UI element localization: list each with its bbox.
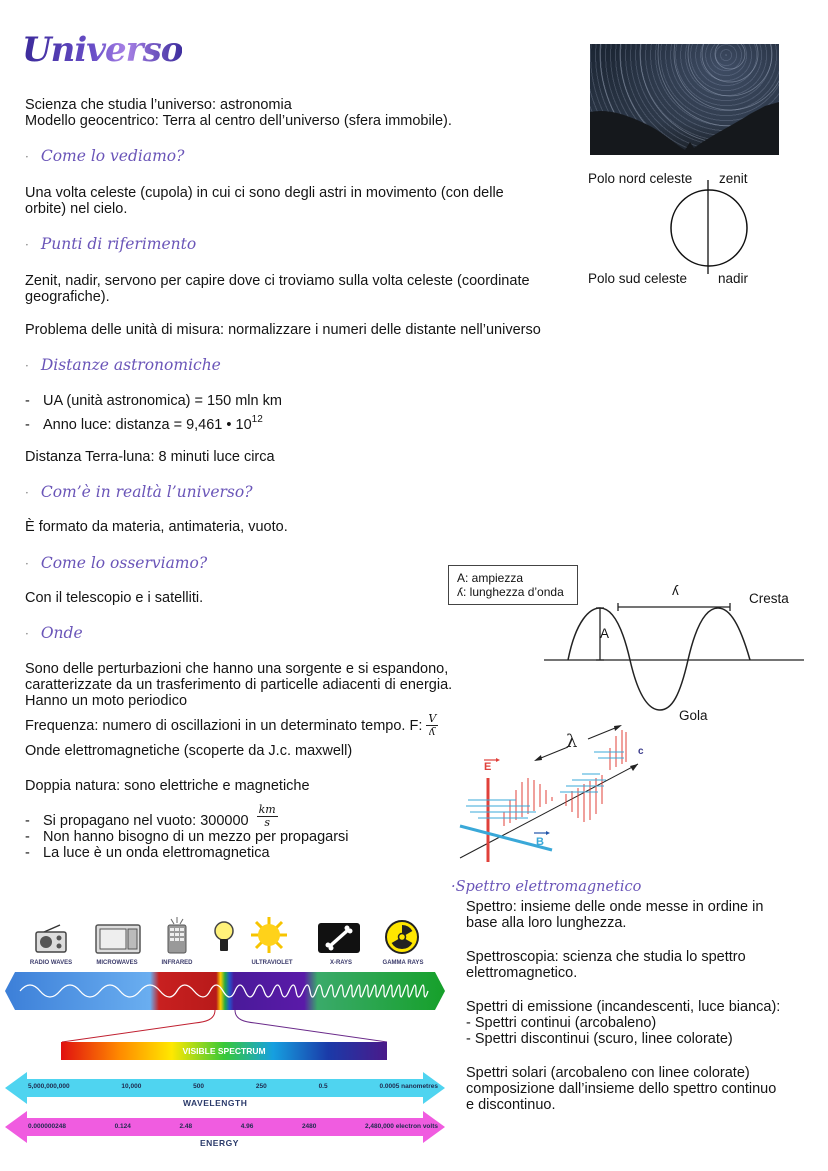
dash: - [25, 829, 30, 845]
dash: - [25, 417, 30, 433]
heading-onde: · Onde [25, 624, 83, 642]
speed-unit [257, 804, 278, 829]
paragraph: Con il telescopio e i satelliti. [25, 590, 204, 606]
mountain-silhouette [590, 44, 779, 155]
paragraph: È formato da materia, antimateria, vuoto. [25, 519, 288, 535]
numerator: V [428, 712, 437, 725]
wavelength-label: ʎ [672, 583, 679, 598]
energy-value: 0.000000248 [28, 1123, 66, 1130]
heading-punti-riferimento: · Punti di riferimento [25, 235, 197, 253]
paragraph: Sono delle perturbazioni che hanno una sorgente e si espandono, [25, 661, 449, 677]
paragraph: Spettroscopia: scienza che studia lo spettro [466, 949, 746, 965]
microwave-icon [95, 923, 141, 955]
denominator: ʎ [429, 725, 436, 738]
visible-connector-lines [55, 1010, 395, 1045]
category-gamma-rays: GAMMA RAYS [382, 960, 424, 966]
paragraph: Una volta celeste (cupola) in cui ci sono degli astri in movimento (con delle [25, 185, 504, 201]
amplitude-label: A [600, 626, 610, 641]
heading-come-lo-vediamo: · Come lo vediamo? [25, 147, 185, 165]
magnetic-field-label: B [536, 836, 544, 848]
celestial-sphere-diagram [665, 178, 755, 278]
list-item [25, 829, 349, 845]
page-title: Universo [22, 30, 183, 70]
dash: - [25, 813, 30, 829]
category-ultraviolet: ULTRAVIOLET [251, 960, 293, 966]
wavelength-value: 250 [255, 1083, 267, 1090]
paragraph: composizione dall’insieme dello spettro continuo [466, 1081, 777, 1097]
intro-line-1: Scienza che studia l’universo: astronomia [25, 97, 292, 113]
paragraph: Onde elettromagnetiche (scoperte da J.c. maxwell) [25, 743, 353, 759]
list-item-text: Anno luce: distanza = 9,461 • 10 [43, 417, 252, 433]
radio-icon [34, 924, 68, 954]
crest-label: Cresta [749, 591, 789, 606]
paragraph: - Spettri discontinui (scuro, linee colorate) [466, 1031, 733, 1047]
wavelength-value: 0.0005 nanometres [379, 1083, 438, 1090]
wavelength-value: 10,000 [121, 1083, 142, 1090]
paragraph: Hanno un moto periodico [25, 693, 188, 709]
paragraph: orbite) nel cielo. [25, 201, 128, 217]
category-radio-waves: RADIO WAVES [29, 960, 73, 966]
paragraph: - Spettri continui (arcobaleno) [466, 1015, 657, 1031]
paragraph: elettromagnetico. [466, 965, 578, 981]
numerator: km [258, 803, 276, 816]
heading-com-e-universo: · Com’è in realtà l’universo? [25, 483, 253, 501]
nadir-label: nadir [718, 271, 749, 286]
list-item-text: UA (unità astronomica) = 150 mln km [43, 393, 282, 409]
list-item-text: Si propagano nel vuoto: 300000 [43, 813, 249, 829]
paragraph: Distanza Terra-luna: 8 minuti luce circa [25, 449, 275, 465]
south-pole-label: Polo sud celeste [588, 271, 688, 286]
energy-label: ENERGY [200, 1138, 239, 1148]
wavelength-values [28, 1083, 438, 1090]
paragraph: Zenit, nadir, servono per capire dove ci troviamo sulla volta celeste (coordinate [25, 273, 530, 289]
sun-icon [250, 916, 288, 954]
list-item [25, 412, 263, 433]
heading-text: Punti di riferimento [40, 235, 197, 253]
wavelength-value: 0.5 [318, 1083, 328, 1090]
heading-come-osserviamo: · Come lo osserviamo? [25, 554, 208, 572]
heading-text: Distanze astronomiche [40, 356, 221, 374]
em-wave-diagram [448, 722, 658, 864]
heading-distanze: · Distanze astronomiche [25, 356, 221, 374]
list-item-text: Non hanno bisogno di un mezzo per propagarsi [43, 829, 349, 845]
heading-spettro: ·Spettro elettromagnetico [451, 879, 642, 895]
heater-icon [165, 917, 189, 955]
category-infrared: INFRARED [161, 960, 193, 966]
frequency-line [25, 713, 438, 738]
paragraph: Doppia natura: sono elettriche e magnetiche [25, 778, 310, 794]
radiation-icon [385, 920, 419, 954]
intro-line-2: Modello geocentrico: Terra al centro dell’universo (sfera immobile). [25, 113, 452, 129]
heading-text: Come lo vediamo? [40, 147, 185, 165]
heading-text: Come lo osserviamo? [40, 554, 208, 572]
electric-field-label: E [484, 761, 492, 773]
legend-wavelength: ʎ: lunghezza d’onda [457, 585, 564, 599]
paragraph: e discontinuo. [466, 1097, 556, 1113]
category-x-rays: X-RAYS [329, 960, 353, 966]
bone-xray-icon [318, 923, 360, 953]
paragraph: Spettri solari (arcobaleno con linee colorate) [466, 1065, 750, 1081]
list-item [25, 845, 270, 861]
list-item [25, 803, 278, 829]
energy-value: 2480 [301, 1123, 317, 1130]
legend-amplitude: A: ampiezza [457, 571, 524, 585]
paragraph: caratterizzate da un trasferimento di particelle adiacenti di energia. [25, 677, 453, 693]
denominator: s [264, 816, 270, 829]
visible-spectrum-label: VISIBLE SPECTRUM [182, 1046, 266, 1056]
paragraph: Problema delle unità di misura: normalizzare i numeri delle distante nell’universo [25, 322, 541, 338]
wavelength-value: 5,000,000,000 [28, 1083, 70, 1090]
paragraph: Spettri di emissione (incandescenti, luce bianca): [466, 999, 781, 1015]
dash: - [25, 393, 30, 409]
wavelength-value: 500 [193, 1083, 205, 1090]
energy-values [28, 1123, 438, 1130]
lightbulb-icon [213, 920, 235, 954]
paragraph: geografiche). [25, 289, 110, 305]
paragraph: base alla loro lunghezza. [466, 915, 627, 931]
zenith-label: zenit [719, 171, 748, 186]
energy-value: 0.124 [114, 1123, 131, 1130]
paragraph: Spettro: insieme delle onde messe in ordine in [466, 899, 764, 915]
trough-label: Gola [679, 708, 708, 723]
list-item [25, 393, 282, 409]
energy-value: 2.48 [179, 1123, 193, 1130]
visible-spectrum-bar [61, 1042, 387, 1060]
exponent: 12 [251, 414, 263, 425]
frequency-text: Frequenza: numero di oscillazioni in un determinato tempo. F: [25, 717, 423, 734]
wavelength-label: WAVELENGTH [183, 1098, 248, 1108]
north-pole-label: Polo nord celeste [588, 171, 693, 186]
list-item-text: La luce è un onda elettromagnetica [43, 845, 270, 861]
spectrum-band [5, 971, 445, 1011]
star-trails-photo [590, 44, 779, 155]
frequency-formula [426, 713, 438, 738]
dash: - [25, 845, 30, 861]
speed-of-light-label: c [638, 746, 644, 757]
energy-value: 4.96 [240, 1123, 254, 1130]
heading-text: Com’è in realtà l’universo? [40, 483, 253, 501]
energy-value: 2,480,000 electron volts [365, 1123, 438, 1130]
em-lambda-label: λ [566, 731, 578, 752]
heading-text: Onde [40, 624, 83, 642]
category-microwaves: MICROWAVES [96, 960, 138, 966]
